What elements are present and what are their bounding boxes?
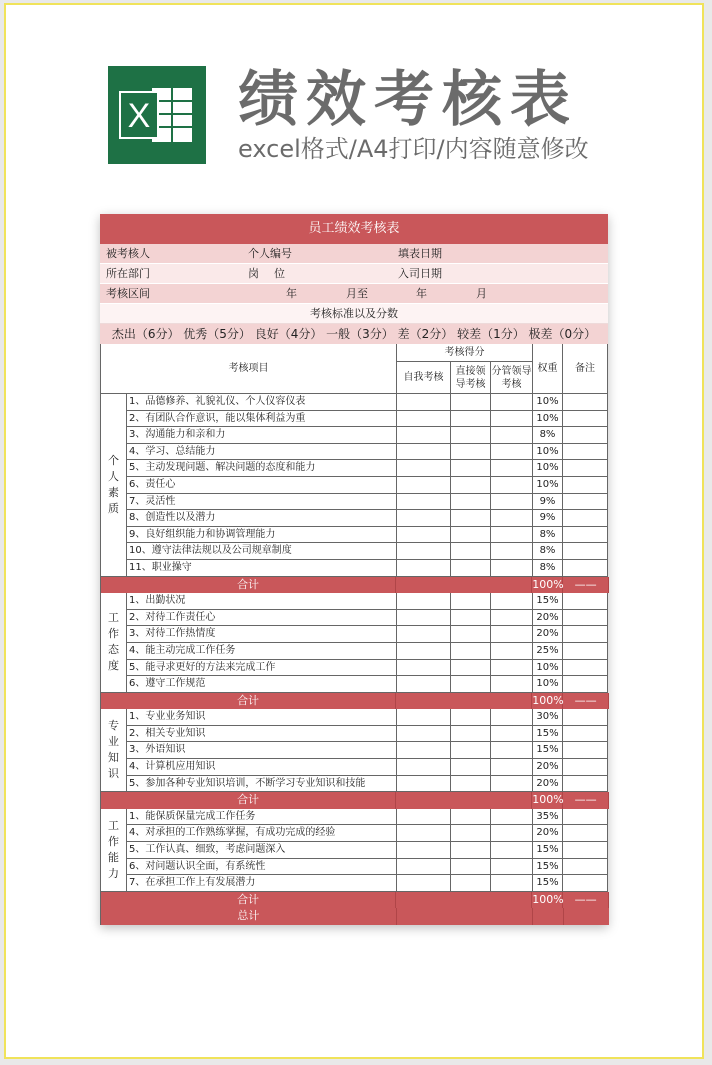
weight-cell: 8% bbox=[533, 543, 563, 560]
weight-cell: 10% bbox=[533, 676, 563, 693]
self-score-cell[interactable] bbox=[397, 842, 451, 859]
subtotal-label: 合计 bbox=[101, 792, 396, 809]
manager-score-cell[interactable] bbox=[491, 527, 533, 544]
direct-score-cell[interactable] bbox=[451, 742, 491, 759]
item-label: 4、能主动完成工作任务 bbox=[127, 643, 397, 660]
remark-cell[interactable] bbox=[563, 444, 608, 461]
category-list bbox=[101, 394, 608, 908]
item-label: 10、遵守法律法规以及公司规章制度 bbox=[127, 543, 397, 560]
remark-cell[interactable] bbox=[563, 759, 608, 776]
manager-score-cell[interactable] bbox=[491, 759, 533, 776]
item-label: 9、良好组织能力和协调管理能力 bbox=[127, 527, 397, 544]
direct-score-cell[interactable] bbox=[451, 411, 491, 428]
item-label: 2、相关专业知识 bbox=[127, 726, 397, 743]
subtotal-row bbox=[101, 577, 609, 594]
period-year-1: 年 bbox=[286, 287, 297, 300]
remark-cell[interactable] bbox=[563, 859, 608, 876]
table-row bbox=[127, 859, 608, 876]
remark-cell[interactable] bbox=[563, 460, 608, 477]
remark-cell[interactable] bbox=[563, 742, 608, 759]
manager-score-cell[interactable] bbox=[491, 842, 533, 859]
self-score-cell[interactable] bbox=[397, 494, 451, 511]
manager-score-cell[interactable] bbox=[491, 809, 533, 826]
direct-score-cell[interactable] bbox=[451, 809, 491, 826]
remark-cell[interactable] bbox=[563, 643, 608, 660]
self-score-cell[interactable] bbox=[397, 643, 451, 660]
subtotal-score bbox=[396, 693, 532, 710]
header-score-group: 考核得分 bbox=[397, 344, 533, 362]
self-score-cell[interactable] bbox=[397, 593, 451, 610]
manager-score-cell[interactable] bbox=[491, 742, 533, 759]
self-score-cell[interactable] bbox=[397, 676, 451, 693]
grand-total-label: 总计 bbox=[101, 908, 397, 925]
standard-title: 考核标准以及分数 bbox=[100, 304, 608, 324]
weight-cell: 10% bbox=[533, 660, 563, 677]
weight-cell: 20% bbox=[533, 825, 563, 842]
remark-cell[interactable] bbox=[563, 593, 608, 610]
direct-score-cell[interactable] bbox=[451, 660, 491, 677]
direct-score-cell[interactable] bbox=[451, 709, 491, 726]
self-score-cell[interactable] bbox=[397, 427, 451, 444]
weight-cell: 10% bbox=[533, 394, 563, 411]
category-name: 专业知识 bbox=[108, 719, 119, 781]
header-weight: 权重 bbox=[533, 344, 563, 394]
header-item: 考核项目 bbox=[101, 344, 397, 394]
weight-cell: 10% bbox=[533, 411, 563, 428]
item-label: 1、专业业务知识 bbox=[127, 709, 397, 726]
self-score-cell[interactable] bbox=[397, 444, 451, 461]
remark-cell[interactable] bbox=[563, 776, 608, 793]
manager-score-cell[interactable] bbox=[491, 543, 533, 560]
direct-score-cell[interactable] bbox=[451, 676, 491, 693]
category-block bbox=[101, 593, 608, 693]
subtotal-row bbox=[101, 792, 609, 809]
self-score-cell[interactable] bbox=[397, 510, 451, 527]
appraisal-sheet bbox=[100, 214, 608, 925]
remark-cell[interactable] bbox=[563, 394, 608, 411]
category-label bbox=[101, 709, 127, 792]
category-label bbox=[101, 593, 127, 693]
self-score-cell[interactable] bbox=[397, 809, 451, 826]
remark-cell[interactable] bbox=[563, 809, 608, 826]
table-row bbox=[127, 776, 608, 793]
table-row bbox=[127, 842, 608, 859]
info-row-2 bbox=[100, 264, 608, 284]
category-label bbox=[101, 394, 127, 577]
grand-total-weight bbox=[533, 908, 564, 925]
weight-cell: 35% bbox=[533, 809, 563, 826]
remark-cell[interactable] bbox=[563, 660, 608, 677]
weight-cell: 15% bbox=[533, 593, 563, 610]
remark-cell[interactable] bbox=[563, 510, 608, 527]
position-label-1: 岗 bbox=[248, 267, 259, 280]
subtotal-row bbox=[101, 892, 609, 909]
page-subtitle: excel格式/A4打印/内容随意修改 bbox=[238, 135, 589, 163]
remark-cell[interactable] bbox=[563, 626, 608, 643]
self-score-cell[interactable] bbox=[397, 742, 451, 759]
grand-total-remark bbox=[564, 908, 609, 925]
info-row-3 bbox=[100, 284, 608, 304]
standard-levels: 杰出（6分） 优秀（5分） 良好（4分） 一般（3分） 差（2分） 较差（1分） 极差（0分） bbox=[100, 324, 608, 344]
manager-score-cell[interactable] bbox=[491, 593, 533, 610]
manager-score-cell[interactable] bbox=[491, 660, 533, 677]
remark-cell[interactable] bbox=[563, 543, 608, 560]
self-score-cell[interactable] bbox=[397, 610, 451, 627]
remark-cell[interactable] bbox=[563, 676, 608, 693]
department-label: 所在部门 bbox=[106, 267, 150, 280]
category-block bbox=[101, 709, 608, 792]
item-label: 1、出勤状况 bbox=[127, 593, 397, 610]
page-title: 绩效考核表 bbox=[238, 65, 578, 135]
subtotal-label: 合计 bbox=[101, 577, 396, 594]
header-self: 自我考核 bbox=[397, 362, 451, 394]
item-label: 8、创造性以及潜力 bbox=[127, 510, 397, 527]
subtotal-row bbox=[101, 693, 609, 710]
weight-cell: 15% bbox=[533, 875, 563, 892]
self-score-cell[interactable] bbox=[397, 759, 451, 776]
header-direct: 直接领导考核 bbox=[451, 362, 491, 394]
table-row bbox=[127, 759, 608, 776]
manager-score-cell[interactable] bbox=[491, 875, 533, 892]
manager-score-cell[interactable] bbox=[491, 626, 533, 643]
table-row bbox=[127, 510, 608, 527]
weight-cell: 8% bbox=[533, 427, 563, 444]
direct-score-cell[interactable] bbox=[451, 560, 491, 577]
direct-score-cell[interactable] bbox=[451, 842, 491, 859]
item-label: 2、有团队合作意识，能以集体利益为重 bbox=[127, 411, 397, 428]
remark-cell[interactable] bbox=[563, 560, 608, 577]
weight-cell: 15% bbox=[533, 859, 563, 876]
weight-cell: 20% bbox=[533, 626, 563, 643]
table-row bbox=[127, 543, 608, 560]
direct-score-cell[interactable] bbox=[451, 460, 491, 477]
subtotal-remark: —— bbox=[563, 792, 609, 809]
info-row-1 bbox=[100, 244, 608, 264]
weight-cell: 20% bbox=[533, 759, 563, 776]
self-score-cell[interactable] bbox=[397, 477, 451, 494]
remark-cell[interactable] bbox=[563, 494, 608, 511]
period-year-2: 年 bbox=[416, 287, 427, 300]
weight-cell: 15% bbox=[533, 726, 563, 743]
remark-cell[interactable] bbox=[563, 527, 608, 544]
table-row bbox=[127, 626, 608, 643]
table-row bbox=[127, 660, 608, 677]
manager-score-cell[interactable] bbox=[491, 560, 533, 577]
table-row bbox=[127, 825, 608, 842]
subtotal-score bbox=[396, 577, 532, 594]
direct-score-cell[interactable] bbox=[451, 444, 491, 461]
item-label: 7、灵活性 bbox=[127, 494, 397, 511]
direct-score-cell[interactable] bbox=[451, 776, 491, 793]
item-label: 1、品德修养、礼貌礼仪、个人仪容仪表 bbox=[127, 394, 397, 411]
self-score-cell[interactable] bbox=[397, 626, 451, 643]
manager-score-cell[interactable] bbox=[491, 411, 533, 428]
item-label: 4、对承担的工作熟练掌握，有成功完成的经验 bbox=[127, 825, 397, 842]
item-label: 2、对待工作责任心 bbox=[127, 610, 397, 627]
direct-score-cell[interactable] bbox=[451, 643, 491, 660]
score-grid bbox=[100, 344, 608, 925]
subtotal-weight: 100% bbox=[532, 892, 563, 909]
remark-cell[interactable] bbox=[563, 709, 608, 726]
remark-cell[interactable] bbox=[563, 875, 608, 892]
direct-score-cell[interactable] bbox=[451, 494, 491, 511]
remark-cell[interactable] bbox=[563, 477, 608, 494]
category-name: 工作态度 bbox=[108, 611, 119, 673]
period-month-2: 月 bbox=[476, 287, 487, 300]
direct-score-cell[interactable] bbox=[451, 427, 491, 444]
weight-cell: 9% bbox=[533, 494, 563, 511]
self-score-cell[interactable] bbox=[397, 709, 451, 726]
direct-score-cell[interactable] bbox=[451, 859, 491, 876]
table-row bbox=[127, 427, 608, 444]
item-label: 6、责任心 bbox=[127, 477, 397, 494]
direct-score-cell[interactable] bbox=[451, 510, 491, 527]
direct-score-cell[interactable] bbox=[451, 593, 491, 610]
logo-letter: X bbox=[127, 97, 151, 135]
self-score-cell[interactable] bbox=[397, 859, 451, 876]
manager-score-cell[interactable] bbox=[491, 776, 533, 793]
self-score-cell[interactable] bbox=[397, 776, 451, 793]
weight-cell: 9% bbox=[533, 510, 563, 527]
weight-cell: 20% bbox=[533, 610, 563, 627]
table-row bbox=[127, 709, 608, 726]
grand-total-score bbox=[397, 908, 533, 925]
item-label: 4、学习、总结能力 bbox=[127, 444, 397, 461]
remark-cell[interactable] bbox=[563, 726, 608, 743]
subtotal-label: 合计 bbox=[101, 693, 396, 710]
item-label: 3、外语知识 bbox=[127, 742, 397, 759]
self-score-cell[interactable] bbox=[397, 527, 451, 544]
direct-score-cell[interactable] bbox=[451, 726, 491, 743]
direct-score-cell[interactable] bbox=[451, 527, 491, 544]
manager-score-cell[interactable] bbox=[491, 394, 533, 411]
table-row bbox=[127, 726, 608, 743]
direct-score-cell[interactable] bbox=[451, 543, 491, 560]
table-row bbox=[127, 809, 608, 826]
self-score-cell[interactable] bbox=[397, 394, 451, 411]
subtotal-weight: 100% bbox=[532, 792, 563, 809]
direct-score-cell[interactable] bbox=[451, 394, 491, 411]
remark-cell[interactable] bbox=[563, 610, 608, 627]
item-label: 7、在承担工作上有发展潜力 bbox=[127, 875, 397, 892]
period-month-1: 月至 bbox=[346, 287, 368, 300]
weight-cell: 10% bbox=[533, 444, 563, 461]
weight-cell: 20% bbox=[533, 776, 563, 793]
manager-score-cell[interactable] bbox=[491, 709, 533, 726]
weight-cell: 8% bbox=[533, 560, 563, 577]
self-score-cell[interactable] bbox=[397, 543, 451, 560]
direct-score-cell[interactable] bbox=[451, 610, 491, 627]
header-remark: 备注 bbox=[563, 344, 608, 394]
self-score-cell[interactable] bbox=[397, 726, 451, 743]
manager-score-cell[interactable] bbox=[491, 643, 533, 660]
direct-score-cell[interactable] bbox=[451, 759, 491, 776]
table-header bbox=[101, 344, 608, 394]
subtotal-weight: 100% bbox=[532, 577, 563, 594]
manager-score-cell[interactable] bbox=[491, 477, 533, 494]
manager-score-cell[interactable] bbox=[491, 427, 533, 444]
table-row bbox=[127, 560, 608, 577]
table-row bbox=[127, 494, 608, 511]
item-label: 11、职业操守 bbox=[127, 560, 397, 577]
subtotal-remark: —— bbox=[563, 577, 609, 594]
weight-cell: 15% bbox=[533, 842, 563, 859]
subtotal-score bbox=[396, 792, 532, 809]
manager-score-cell[interactable] bbox=[491, 676, 533, 693]
table-row bbox=[127, 411, 608, 428]
category-name: 工作能力 bbox=[108, 818, 119, 880]
table-row bbox=[127, 527, 608, 544]
period-label: 考核区间 bbox=[106, 287, 150, 300]
subtotal-score bbox=[396, 892, 532, 909]
self-score-cell[interactable] bbox=[397, 875, 451, 892]
manager-score-cell[interactable] bbox=[491, 460, 533, 477]
excel-logo-icon bbox=[108, 66, 206, 164]
weight-cell: 15% bbox=[533, 742, 563, 759]
table-row bbox=[127, 394, 608, 411]
item-label: 5、工作认真、细致，考虑问题深入 bbox=[127, 842, 397, 859]
category-block bbox=[101, 394, 608, 577]
manager-score-cell[interactable] bbox=[491, 825, 533, 842]
manager-score-cell[interactable] bbox=[491, 859, 533, 876]
manager-score-cell[interactable] bbox=[491, 444, 533, 461]
remark-cell[interactable] bbox=[563, 842, 608, 859]
header-manager: 分管领导考核 bbox=[491, 362, 533, 394]
table-row bbox=[127, 610, 608, 627]
employee-id-label: 个人编号 bbox=[248, 247, 292, 260]
weight-cell: 30% bbox=[533, 709, 563, 726]
self-score-cell[interactable] bbox=[397, 660, 451, 677]
item-label: 6、遵守工作规范 bbox=[127, 676, 397, 693]
direct-score-cell[interactable] bbox=[451, 875, 491, 892]
self-score-cell[interactable] bbox=[397, 460, 451, 477]
weight-cell: 25% bbox=[533, 643, 563, 660]
table-row bbox=[127, 875, 608, 892]
subtotal-remark: —— bbox=[563, 693, 609, 710]
fill-date-label: 填表日期 bbox=[398, 247, 442, 260]
direct-score-cell[interactable] bbox=[451, 477, 491, 494]
item-label: 3、沟通能力和亲和力 bbox=[127, 427, 397, 444]
weight-cell: 10% bbox=[533, 477, 563, 494]
manager-score-cell[interactable] bbox=[491, 726, 533, 743]
remark-cell[interactable] bbox=[563, 427, 608, 444]
self-score-cell[interactable] bbox=[397, 825, 451, 842]
direct-score-cell[interactable] bbox=[451, 825, 491, 842]
subtotal-label: 合计 bbox=[101, 892, 396, 909]
item-label: 1、能保质保量完成工作任务 bbox=[127, 809, 397, 826]
manager-score-cell[interactable] bbox=[491, 494, 533, 511]
table-row bbox=[127, 460, 608, 477]
item-label: 3、对待工作热情度 bbox=[127, 626, 397, 643]
table-row bbox=[127, 444, 608, 461]
item-label: 6、对问题认识全面，有系统性 bbox=[127, 859, 397, 876]
subtotal-remark: —— bbox=[563, 892, 609, 909]
weight-cell: 10% bbox=[533, 460, 563, 477]
subtotal-weight: 100% bbox=[532, 693, 563, 710]
remark-cell[interactable] bbox=[563, 825, 608, 842]
grand-total-row bbox=[101, 908, 609, 925]
category-block bbox=[101, 809, 608, 892]
position-label-2: 位 bbox=[274, 267, 285, 280]
item-label: 5、参加各种专业知识培训，不断学习专业知识和技能 bbox=[127, 776, 397, 793]
sheet-banner: 员工绩效考核表 bbox=[100, 214, 608, 244]
table-row bbox=[127, 676, 608, 693]
remark-cell[interactable] bbox=[563, 411, 608, 428]
category-label bbox=[101, 809, 127, 892]
item-label: 5、能寻求更好的方法来完成工作 bbox=[127, 660, 397, 677]
manager-score-cell[interactable] bbox=[491, 510, 533, 527]
table-row bbox=[127, 742, 608, 759]
table-row bbox=[127, 593, 608, 610]
self-score-cell[interactable] bbox=[397, 560, 451, 577]
weight-cell: 8% bbox=[533, 527, 563, 544]
assessee-label: 被考核人 bbox=[106, 247, 150, 260]
category-name: 个人素质 bbox=[108, 453, 119, 515]
manager-score-cell[interactable] bbox=[491, 610, 533, 627]
item-label: 4、计算机应用知识 bbox=[127, 759, 397, 776]
table-row bbox=[127, 643, 608, 660]
join-date-label: 入司日期 bbox=[398, 267, 442, 280]
item-label: 5、主动发现问题、解决问题的态度和能力 bbox=[127, 460, 397, 477]
direct-score-cell[interactable] bbox=[451, 626, 491, 643]
table-row bbox=[127, 477, 608, 494]
self-score-cell[interactable] bbox=[397, 411, 451, 428]
